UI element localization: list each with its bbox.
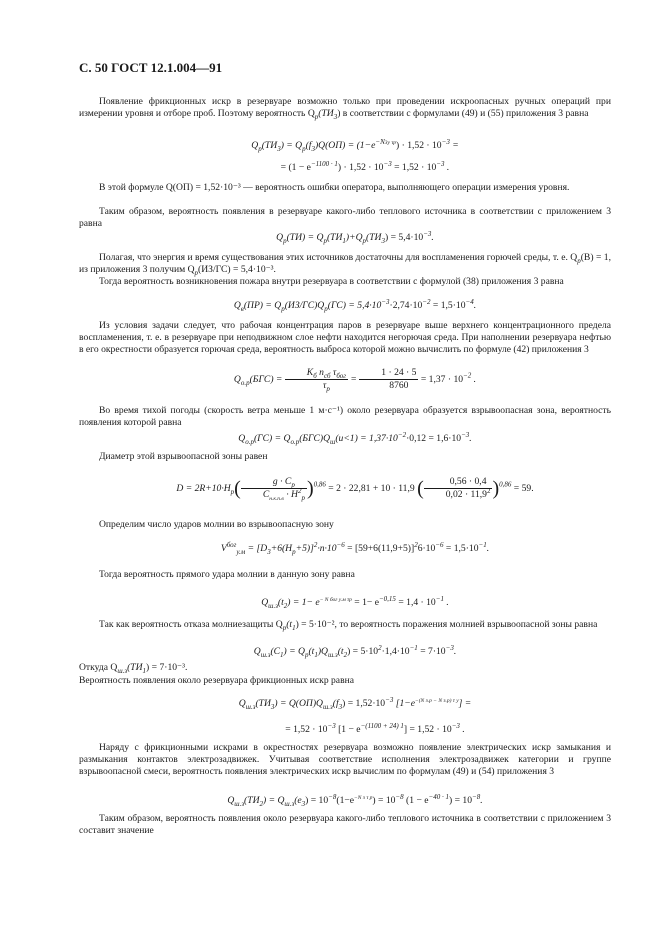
paragraph-15: Таким образом, вероятность появления около резервуара какого-либо теплового источника в соответствии с приложением 3 составит значение — [79, 813, 611, 837]
paragraph-3: Таким образом, вероятность появления в резервуаре какого-либо теплового источника в соответствии с приложением 3 равна — [79, 206, 611, 230]
formula-11: $Q_{ш.з}(ТИ_3) = Q(ОП)Q_{ш.з}(f_3) = 1,52\cdot 10^{-3}$ $[1-e^{-(N з.р - N з.р) \tau у}]$ = — [238, 695, 472, 711]
page-header: С. 50 ГОСТ 12.1.004—91 — [79, 60, 223, 75]
formula-8: $V^{бог}_{у.м} = [D_3+6(H_р+5)]^2\cdot n\cdot 10^{-6} = [59+6(11,9+5)]^26\cdot 10^{-6} = 1,5\cdot 10^{-1}$. — [220, 540, 490, 556]
formula-6: $Q_{о.р}(ГС) = Q_{о.р}(БГС)Q_ш(u<1) = 1,37\cdot 10^{-2}\cdot 0,12 = 1,6\cdot 10^{-3}$. — [238, 430, 472, 446]
paragraph-10: Тогда вероятность прямого удара молнии в данную зону равна — [99, 569, 355, 580]
paragraph-2: В этой формуле Q(ОП) = 1,52·10⁻³ — вероятность ошибки оператора, выполняющего операции измерения уровня. — [99, 182, 570, 193]
formula-11b: = $1,52 \cdot 10^{-3}$ $[1 - e^{-(1100 + 24) 1}] = 1,52 \cdot 10^{-3}$ . — [285, 721, 465, 735]
formula-5: $Q_{о.р}(БГС)$ = $\frac{K_б n_{сб} \tau_{бог}}{\tau_р}$ = $\frac{1 \cdot 24 \cdot 5}{8760}$ = $1,37 \cdot 10^{-2}$ . — [233, 367, 477, 394]
formula-4: $Q_в(ПР) = Q_р(ИЗ/ГС)Q_р(ГС) = 5,4\cdot 10^{-3}\cdot 2,74\cdot 10^{-2} = 1,5\cdot 10^{-4}$. — [233, 297, 477, 313]
formula-9: $Q_{ш.з}(t_2) = 1- e^{- N бог у.м \tau р} = 1- e^{-0,15} = 1,4 \cdot 10^{-1}$ . — [261, 594, 449, 610]
paragraph-8: Диаметр этой взрывоопасной зоны равен — [99, 451, 268, 462]
paragraph-6: Из условия задачи следует, что рабочая концентрация паров в резервуаре выше верхнего концентрационного предела воспламенения, т. е. в резервуаре при неподвижном слое нефти находится негорючая среда. При наполнении резервуара нефтью в его окрестности образуется горючая среда, вероятность выброса которой можно вычислить по формуле (42) приложения 3 — [79, 320, 611, 356]
paragraph-9: Определим число ударов молнии во взрывоопасную зону — [99, 519, 334, 530]
paragraph-1: Появление фрикционных искр в резервуаре возможно только при проведении искроопасных ручных операций при измерении уровня и отборе проб. Поэтому вероятность $Q_р(ТИ_3)$ в соответствии с формулами (49) и (55) приложения 3 равна — [79, 96, 611, 122]
formula-10: $Q_{ш.з}(C_1) = Q_р(t_1)Q_{ш.з}(t_2) = 5\cdot 10^2\cdot 1,4\cdot 10^{-1} = 7\cdot 10^{-3}$. — [253, 643, 457, 659]
paragraph-13: Вероятность появления около резервуара фрикционных искр равна — [79, 675, 354, 686]
paragraph-5: Тогда вероятность возникновения пожара внутри резервуара в соответствии с формулой (38) приложения 3 равна — [99, 276, 564, 287]
paragraph-7: Во время тихой погоды (скорость ветра меньше 1 м·с⁻¹) около резервуара образуется взрывоопасная зона, вероятность появления которой равна — [79, 405, 611, 429]
formula-1: $Q_р(ТИ_3) = Q_р(f_3)Q(ОП) = (1-e^{-N3у \tau р}) \cdot 1,52 \cdot 10^{-3}$ = — [251, 137, 459, 153]
paragraph-14: Наряду с фрикционными искрами в окрестностях резервуара возможно появление электрических искр замыкания и размыкания контактов электрозадвижек. Учитывая соответствие исполнения электрозадвижек категории и группе взрывоопасной смеси, вероятность появления электрических искр вычислим по формулам (49) и (54) приложения 3 — [79, 742, 611, 778]
formula-7: $D = 2R+10\cdot H_р$( $\frac{g \cdot C_р}{C_{н.к.п.в} \cdot H^2_р}$ )$^{0,86}$ = 2 · 22,81 + 10 · 11,9 ( $\frac{0,56 \cdot 0,4}{0,02 \cdot 11,9^2}$ )$^{0,86}$ = 59. — [176, 476, 534, 503]
paragraph-4: Полагая, что энергия и время существования этих источников достаточны для воспламенения горючей среды, т. е. $Q_р(В) = 1$, из приложения 3 получим $Q_р(ИЗ/ГС) = 5,4\cdot 10^{-3}$. — [79, 252, 611, 278]
paragraph-11: Так как вероятность отказа молниезащиты $Q_р(t_1) = 5\cdot 10^{-2}$, то вероятность поражения молнией взрывоопасной зоны равна — [99, 619, 598, 632]
formula-1b: = $(1 - e^{-1100 \cdot 1}) \cdot 1,52 \cdot 10^{-3} = 1,52 \cdot 10^{-3}$ . — [280, 159, 450, 173]
paragraph-12: Откуда $Q_{ш.з}(ТИ_1) = 7\cdot 10^{-3}$. — [79, 662, 188, 675]
formula-3: $Q_р(ТИ) = Q_р(ТИ_1)+Q_р(ТИ_3) = 5,4\cdot 10^{-3}$. — [276, 229, 434, 245]
formula-13: $Q_{ш.з}(ТИ_2) = Q_{ш.з}(e_3) = 10^{-8}(1-e^{-N з \tau р}) = 10^{-8}$ $(1 - e^{-40 \cdot 1}) = 10^{-8}$. — [227, 792, 483, 808]
